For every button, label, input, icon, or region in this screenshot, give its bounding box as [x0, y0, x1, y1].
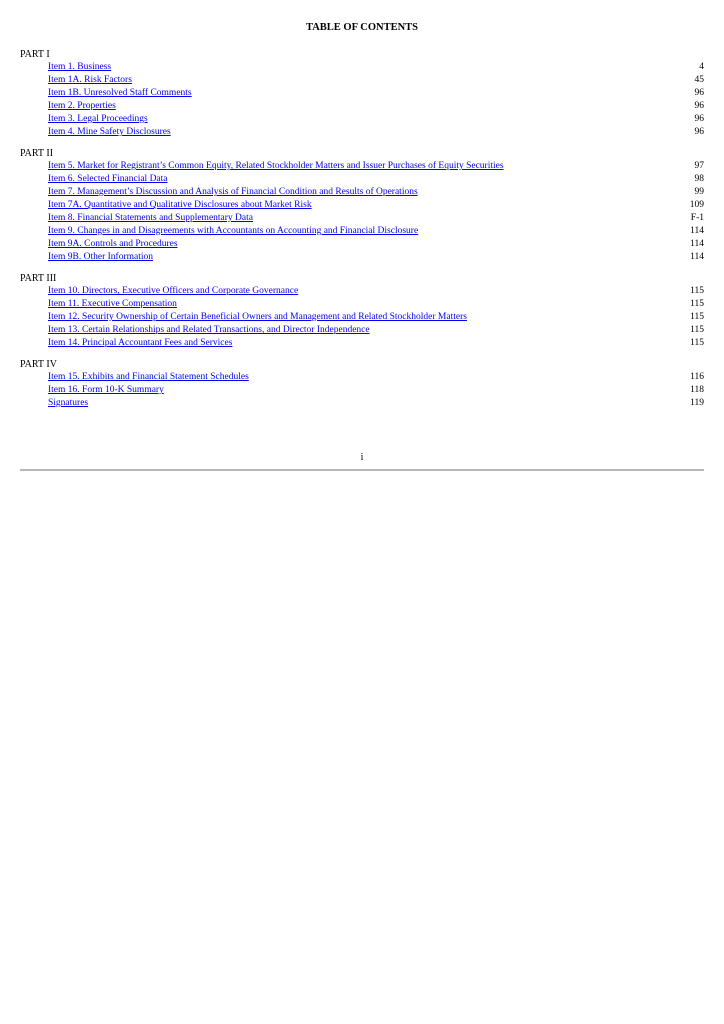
toc-link-item-11[interactable]: Item 11. Executive Compensation	[48, 299, 177, 309]
toc-row	[20, 173, 704, 186]
toc-title: TABLE OF CONTENTS	[305, 22, 419, 33]
toc-link-item-10[interactable]: Item 10. Directors, Executive Officers and Corporate Governance	[48, 286, 299, 296]
toc-page-number: 114	[690, 252, 704, 262]
toc-row	[20, 225, 704, 238]
toc-page-number: 114	[690, 239, 704, 249]
toc-page-number: 96	[694, 88, 704, 98]
toc-page-number: 115	[690, 286, 704, 296]
toc-row	[20, 251, 704, 264]
toc-row	[20, 324, 704, 337]
toc-page-number: 114	[690, 226, 704, 236]
toc-link-item-6[interactable]: Item 6. Selected Financial Data	[48, 174, 168, 184]
part-heading: PART I	[20, 49, 50, 60]
toc-page-number: 99	[694, 187, 704, 197]
part-heading: PART II	[20, 148, 54, 159]
toc-page-number: 97	[694, 161, 704, 171]
toc-row	[20, 113, 704, 126]
toc-page-number: 119	[690, 398, 704, 408]
toc-row	[20, 186, 704, 199]
toc-row	[20, 238, 704, 251]
page-number: i	[360, 452, 364, 463]
toc-row	[20, 285, 704, 298]
toc-row	[20, 298, 704, 311]
toc-page-number: 96	[694, 127, 704, 137]
toc-link-item-2[interactable]: Item 2. Properties	[48, 101, 116, 111]
toc-row	[20, 212, 704, 225]
toc-row	[20, 371, 704, 384]
toc-page-number: 115	[690, 338, 704, 348]
toc-row	[20, 87, 704, 100]
toc-page-number: 96	[694, 101, 704, 111]
toc-page-number: F-1	[690, 213, 704, 223]
toc-page-number: 115	[690, 312, 704, 322]
toc-row	[20, 61, 704, 74]
toc-link-item-3[interactable]: Item 3. Legal Proceedings	[48, 114, 148, 124]
toc-page-number: 45	[694, 75, 704, 85]
toc-page-number: 109	[689, 200, 704, 210]
page-divider	[20, 469, 704, 471]
toc-part-1	[20, 48, 704, 139]
toc-part-4	[20, 358, 704, 410]
toc-row	[20, 199, 704, 212]
table-of-contents	[20, 48, 704, 418]
toc-row	[20, 384, 704, 397]
toc-link-item-9[interactable]: Item 9. Changes in and Disagreements with Accountants on Accounting and Financial Disclosure	[48, 226, 419, 236]
toc-row	[20, 160, 704, 173]
toc-link-signatures[interactable]: Signatures	[48, 398, 89, 408]
toc-row	[20, 126, 704, 139]
toc-row	[20, 100, 704, 113]
toc-page-number: 115	[690, 299, 704, 309]
toc-link-item-1b[interactable]: Item 1B. Unresolved Staff Comments	[48, 88, 192, 98]
part-heading: PART III	[20, 273, 57, 284]
toc-row	[20, 397, 704, 410]
toc-row	[20, 311, 704, 324]
toc-row	[20, 74, 704, 87]
toc-page-number: 98	[694, 174, 704, 184]
toc-link-item-13[interactable]: Item 13. Certain Relationships and Related Transactions, and Director Independence	[48, 325, 370, 335]
toc-link-item-4[interactable]: Item 4. Mine Safety Disclosures	[48, 127, 171, 137]
toc-link-item-7[interactable]: Item 7. Management’s Discussion and Analysis of Financial Condition and Results of Operations	[48, 187, 418, 197]
toc-link-item-12[interactable]: Item 12. Security Ownership of Certain Beneficial Owners and Management and Related Stockholder Matters	[48, 312, 467, 322]
toc-link-item-1[interactable]: Item 1. Business	[48, 62, 112, 72]
toc-link-item-5[interactable]: Item 5. Market for Registrant’s Common Equity, Related Stockholder Matters and Issuer Purchases of Equity Securities	[48, 161, 504, 171]
toc-page-number: 96	[694, 114, 704, 124]
toc-link-item-9a[interactable]: Item 9A. Controls and Procedures	[48, 239, 178, 249]
toc-part-2	[20, 147, 704, 264]
toc-link-item-9b[interactable]: Item 9B. Other Information	[48, 252, 154, 262]
toc-row	[20, 337, 704, 350]
toc-page-number: 116	[690, 372, 704, 382]
toc-link-item-15[interactable]: Item 15. Exhibits and Financial Statement Schedules	[48, 372, 249, 382]
toc-page-number: 115	[690, 325, 704, 335]
toc-link-item-7a[interactable]: Item 7A. Quantitative and Qualitative Disclosures about Market Risk	[48, 200, 312, 210]
toc-link-item-8[interactable]: Item 8. Financial Statements and Supplementary Data	[48, 213, 253, 223]
part-heading: PART IV	[20, 359, 57, 370]
toc-page-number: 4	[699, 62, 704, 72]
toc-page-number: 118	[690, 385, 704, 395]
toc-link-item-14[interactable]: Item 14. Principal Accountant Fees and Services	[48, 338, 233, 348]
toc-link-item-16[interactable]: Item 16. Form 10-K Summary	[48, 385, 164, 395]
toc-link-item-1a[interactable]: Item 1A. Risk Factors	[48, 75, 132, 85]
toc-part-3	[20, 272, 704, 350]
